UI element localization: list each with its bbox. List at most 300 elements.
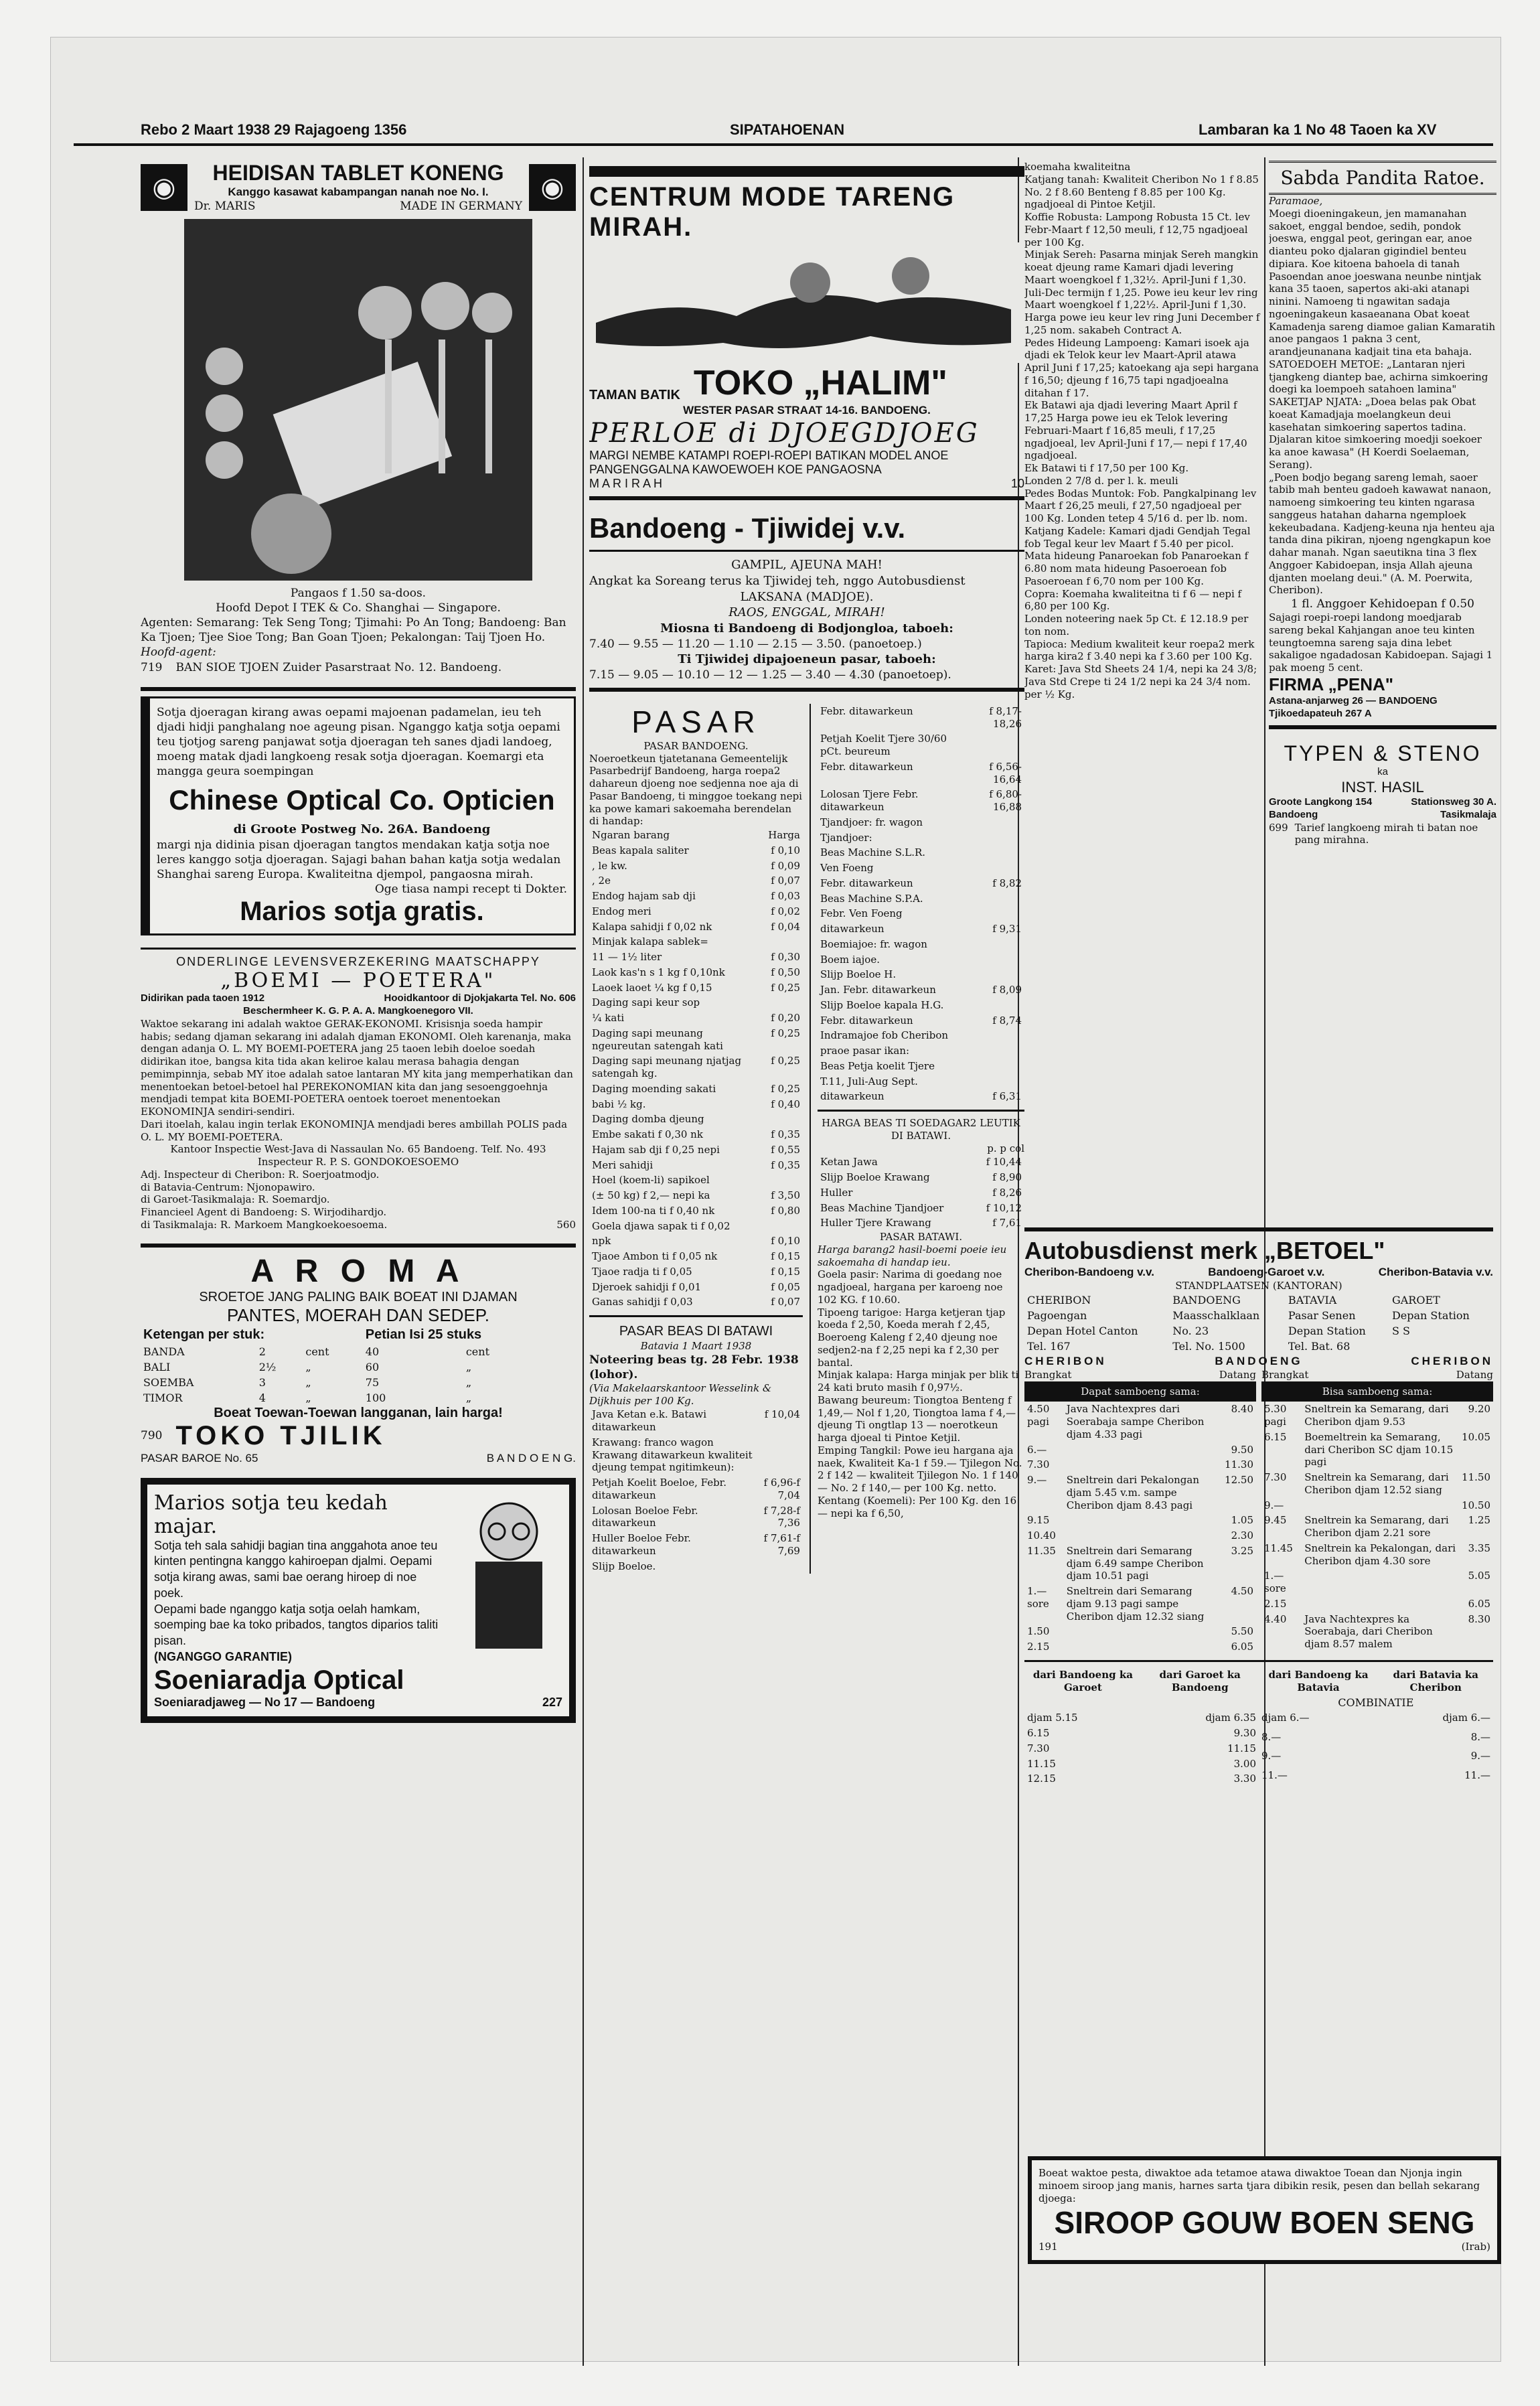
market-batawi: Ek Batawi aja djadi levering Maart April f 17,25 Harga powe ieu ek Telok levering Februari-Maart f 16,85 meuli, f 17,25 ngadjoeal, lev April-Juni f 17,— nepi f 17,40 ngadjoeal. xyxy=(1024,399,1247,462)
table-cell: 2 xyxy=(258,1345,266,1358)
table-row xyxy=(818,787,1024,815)
table-cell: babi ½ kg. xyxy=(592,1098,646,1110)
table-cell: Daging sapi meunang njatjag satengah kg. xyxy=(592,1055,742,1080)
table-cell: 1.— sore xyxy=(1264,1570,1286,1595)
table-row xyxy=(818,1059,1024,1074)
table-cell: Slijp Boeloe H. xyxy=(820,968,897,981)
pasar-tapioca: Tipoeng tarigoe: Harga ketjeran tjap koeda f 2,50, Koeda merah f 2,45, Boeroeng Kaleng f 2,40 djeung noe sedjen2-na f 2,25 nepi ka f 2,30 per bantal. xyxy=(817,1306,1006,1369)
table-cell: f 0,09 xyxy=(771,859,800,872)
divider xyxy=(1024,1227,1493,1231)
table-cell: Petjah Koelit Boeloe, Febr. ditawarkeun xyxy=(592,1477,726,1501)
divider xyxy=(589,166,1024,177)
table-row xyxy=(589,1531,803,1559)
boemi-agent: di Garoet-Tasikmalaja: R. Soemardjo. xyxy=(141,1193,330,1206)
table-cell: 4.50 xyxy=(1231,1585,1253,1598)
table-cell xyxy=(1389,1339,1493,1354)
table-cell: „ xyxy=(465,1360,472,1373)
table-row xyxy=(589,1249,803,1264)
sabda-fl: 1 fl. Anggoer Kehidoepan f 0.50 xyxy=(1291,597,1474,611)
masthead-issue: Lambaran ka 1 No 48 Taoen ka XV xyxy=(1199,121,1437,138)
table-cell: Pasar Senen xyxy=(1288,1308,1356,1322)
table-cell: ditawarkeun xyxy=(820,1090,884,1103)
table-row xyxy=(589,1475,803,1503)
table-cell: cent xyxy=(465,1345,489,1358)
table-cell: 6.— xyxy=(1027,1443,1047,1456)
table-header: dari Garoet ka Bandoeng xyxy=(1159,1668,1241,1694)
sabda-title: Sabda Pandita Ratoe. xyxy=(1269,161,1496,195)
soeniaradja-body2: Oepami bade nganggo katja sotja oelah hamkam, soemping bae ka toko pribados, tangtos diparios taliti pisan. xyxy=(154,1602,439,1648)
table-row xyxy=(818,1185,1024,1201)
table-cell: Beas kapala saliter xyxy=(592,844,689,856)
table-cell: f 10,04 xyxy=(764,1408,800,1421)
table-cell: 5.05 xyxy=(1468,1570,1490,1582)
table-cell xyxy=(1302,1498,1459,1513)
siroop-num: 191 xyxy=(1038,2241,1058,2253)
table-cell xyxy=(970,845,1024,860)
table-cell: 3.25 xyxy=(1231,1544,1253,1557)
table-header: dari Bandoeng ka Garoet xyxy=(1032,1668,1133,1694)
table-cell: f 8,17-18,26 xyxy=(989,704,1022,730)
market-karet: Karet: Java Std Sheets 24 1/4, nepi ka 24 3/8; Java Std Crepe ti 24 1/2 nepi ka 24 3/4 nom. per ½ Kg. xyxy=(1024,663,1257,700)
table-row xyxy=(589,1503,803,1531)
table-row xyxy=(1259,1748,1493,1767)
table-cell: f 3,50 xyxy=(771,1189,800,1202)
table-cell: Sneltrein dari Pekalongan djam 5.45 v.m. sampe Cheribon djam 8.43 pagi xyxy=(1066,1474,1199,1511)
centrum-mode-ad xyxy=(589,166,1024,500)
aroma-shop: TOKO TJILIK xyxy=(175,1420,386,1450)
table-cell: 10.50 xyxy=(1462,1499,1490,1511)
divider xyxy=(1269,725,1496,729)
table-cell: Ganas sahidji f 0,03 xyxy=(592,1296,693,1308)
table-row xyxy=(589,889,803,904)
table-cell: Goela djawa sapak ti f 0,02 xyxy=(592,1219,730,1232)
boemi-patron: Beschermheer K. G. P. A. A. Mangkoenegoro VII. xyxy=(243,1005,473,1017)
table-cell: f 7,61 xyxy=(992,1217,1022,1229)
table-cell: Meri sahidji xyxy=(592,1158,653,1171)
market-panaroekan: Mata hideung Panaroekan fob Panaroekan f 6.80 nom mata hideung Pasoeroean fob Pasoeroean f 6,70 nom per 100 Kg. xyxy=(1024,550,1249,587)
typen-title: TYPEN & STENO xyxy=(1284,741,1482,766)
soeniaradja-guarantee: (NGANGGO GARANTIE) xyxy=(154,1649,292,1663)
table-cell: TIMOR xyxy=(143,1391,183,1404)
harga-beas-title: HARGA BEAS TI SOEDAGAR2 LEUTIK DI BATAWI. xyxy=(822,1117,1020,1142)
table-cell xyxy=(970,815,1024,830)
table-cell: 1.05 xyxy=(1231,1514,1253,1527)
table-row xyxy=(589,1053,803,1081)
pasar-title: PASAR xyxy=(631,704,761,739)
table-cell: 9.— xyxy=(1027,1474,1047,1487)
betoel-stand-table xyxy=(1024,1292,1493,1354)
table-cell: Sneltrein ka Pekalongan, dari Cheribon djam 4.30 sore xyxy=(1304,1542,1456,1567)
table-cell: Endog hajam sab dji xyxy=(592,890,696,903)
sabda-place: Paramaoe, xyxy=(1269,195,1323,207)
table-cell xyxy=(1064,1639,1222,1655)
logo-icon: ◉ xyxy=(141,164,187,211)
table-cell xyxy=(1064,1624,1222,1639)
table-cell: Sneltrein dari Semarang djam 9.13 pagi sampe Cheribon djam 12.32 siang xyxy=(1066,1585,1205,1623)
table-cell: f 0,35 xyxy=(771,1128,800,1141)
table-row xyxy=(1024,1513,1256,1528)
table-cell: Febr. ditawarkeun xyxy=(820,877,913,889)
divider xyxy=(589,550,1024,552)
market-kopra: Copra: Koemaha kwaliteitna ti f 6 — nepi f 6,80 per 100 Kg. xyxy=(1024,587,1242,613)
table-cell: Laoek laoet ¼ kg f 0,15 xyxy=(592,981,712,994)
typen-steno-ad xyxy=(1269,741,1496,846)
table-row xyxy=(1024,1473,1256,1513)
table-row xyxy=(818,1013,1024,1029)
table-row xyxy=(589,843,803,858)
boemi-insp2: Inspecteur R. P. S. GONDOKOESOEMO xyxy=(257,1156,459,1168)
table-row xyxy=(589,919,803,935)
centrum-title: CENTRUM MODE TARENG MIRAH. xyxy=(589,182,955,242)
table-cell: npk xyxy=(592,1235,611,1248)
table-cell: , 2e xyxy=(592,875,611,887)
table-row xyxy=(589,934,803,950)
table-row xyxy=(1024,1639,1256,1655)
table-cell: Daging moending sakati xyxy=(592,1082,716,1095)
table-cell: f 0,20 xyxy=(771,1012,800,1025)
table-cell: f 0,05 xyxy=(771,1280,800,1293)
table-cell: Sneltrein ka Semarang, dari Cheribon djam 2.21 sore xyxy=(1304,1514,1449,1539)
pasar-sub: PASAR BANDOENG. xyxy=(643,739,749,752)
table-row xyxy=(1261,1430,1493,1470)
sabda-pandita-ad xyxy=(1269,161,1496,729)
table-cell: 11.— xyxy=(1261,1769,1288,1781)
table-cell xyxy=(970,998,1024,1013)
boemi-agent: Financieel Agent di Bandoeng: S. Wirjodihardjo. xyxy=(141,1206,387,1218)
divider xyxy=(1024,1660,1493,1662)
table-cell: Daging sapi meunang ngeureutan satengah kati xyxy=(592,1027,723,1052)
betoel-stand: STANDPLAATSEN (KANTORAN) xyxy=(1175,1280,1342,1292)
table-cell: Lolosan Tjere Febr. ditawarkeun xyxy=(820,788,919,814)
table-cell xyxy=(970,1074,1024,1089)
table-row xyxy=(1261,1596,1493,1612)
table-cell: Sneltrein dari Semarang djam 6.49 sampe Cheribon djam 10.51 pagi xyxy=(1066,1544,1204,1582)
column-1 xyxy=(141,161,576,2373)
table-cell: Tjandjoer: xyxy=(820,831,872,844)
table-row xyxy=(141,1390,576,1406)
table-row xyxy=(589,1112,803,1127)
table-cell: 9.30 xyxy=(1233,1727,1256,1740)
sabda-poen: „Poen bodjo begang sareng lemah, saoer tabib mah benteu gadoeh kawawat nanaon, namoeng simkoering teu kinten ngarasa sanggeus hatahan daharna ngemploek kekeubadana. Kadjeng-keuna nja henteu aja tanda dina pikiran, njoeng ngengkapun koe dahar manah. Ngan saeutikna tina 3 flex Anggoer Kabidoepan, insja Allah ajeuna djanten moelang deui." (A. M. Poerwita, Cheribon). xyxy=(1269,471,1495,597)
table-row xyxy=(1024,1402,1256,1442)
table-cell: T.11, Juli-Aug Sept. xyxy=(820,1075,918,1087)
table-cell: 2½ xyxy=(258,1360,277,1373)
table-cell: 3.35 xyxy=(1468,1542,1490,1554)
table-cell: 5.50 xyxy=(1231,1625,1253,1638)
soeniaradja-addr: Soeniaradjaweg — No 17 — Bandoeng xyxy=(154,1695,376,1709)
table-cell: 60 xyxy=(365,1360,380,1373)
table-cell: f 0,50 xyxy=(771,966,800,978)
table-cell: Beas Petja koelit Tjere xyxy=(820,1059,935,1072)
table-row xyxy=(589,1435,803,1475)
boemi-office: Hooidkantoor di Djokjakarta Tel. No. 606 xyxy=(384,992,576,1004)
centrum-addr: WESTER PASAR STRAAT 14-16. BANDOENG. xyxy=(683,404,931,417)
table-row xyxy=(1261,1470,1493,1498)
table-cell: ¼ kati xyxy=(592,1012,625,1025)
table-cell: Endog meri xyxy=(592,905,651,917)
heidisan-num: 719 xyxy=(141,660,163,674)
aroma-th: Ketengan per stuk: xyxy=(143,1327,265,1342)
table-cell: praoe pasar ikan: xyxy=(820,1045,910,1057)
table-cell: Java Ketan e.k. Batawi ditawarkeun xyxy=(592,1408,707,1434)
table-cell: 11.35 xyxy=(1027,1544,1056,1557)
table-row xyxy=(1261,1513,1493,1541)
table-cell: Depan Station xyxy=(1391,1308,1470,1322)
table-cell: 8.30 xyxy=(1468,1612,1490,1625)
table-cell: (± 50 kg) f 2,— nepi ka xyxy=(592,1189,710,1202)
table-cell: Tel. Bat. 68 xyxy=(1288,1339,1351,1353)
heidisan-title: HEIDISAN TABLET KONENG xyxy=(212,161,504,185)
table-row xyxy=(1261,1612,1493,1652)
chinese-addr: di Groote Postweg No. 26A. Bandoeng xyxy=(233,822,491,837)
table-cell: f 8,90 xyxy=(992,1171,1022,1184)
centrum-taman: TAMAN BATIK xyxy=(589,388,680,402)
table-cell: S S xyxy=(1391,1324,1410,1337)
table-row xyxy=(818,860,1024,876)
heidisan-price: Pangaos f 1.50 sa-doos. xyxy=(290,587,427,601)
beas-batawi-date: Batavia 1 Maart 1938 xyxy=(640,1340,752,1353)
table-row xyxy=(818,830,1024,846)
table-cell: 9.— xyxy=(1470,1750,1490,1762)
table-cell: 10.05 xyxy=(1462,1430,1490,1443)
table-cell: 7.30 xyxy=(1027,1458,1050,1471)
betoel-brangkat: Brangkat xyxy=(1024,1368,1072,1381)
table-cell: Indramajoe fob Cheribon xyxy=(820,1029,949,1042)
sabda-body: Moegi dioeningakeun, jen mamanahan sakoet, enggal bendoe, sedih, pondok joeswa, enggal peot, geringan ear, anoe dianteu poko djalaran gigindiel benteu dipiara. Koe kitoena bahoela di tanah Pasoendan anoe joeswana neunbe nintjak kana 35 taoen, sapertos aki-aki atanapi ninini. Namoeng ti ngawitan sadaja ngoeningakeun kasaeanana Obat koeat Kamadenja sareng diamoe galian Kamaratih anoe pangaos 1 pakna 3 cent, arandjeunanana kadjait tina eta bahaja. xyxy=(1269,207,1496,358)
table-cell: Djeroek sahidji f 0,01 xyxy=(592,1280,702,1293)
table-row xyxy=(589,1081,803,1097)
aroma-wanted: Boeat Toewan-Toewan langganan, lain harga! xyxy=(214,1405,503,1420)
table-cell: 9.50 xyxy=(1231,1443,1253,1456)
table-row xyxy=(1024,1741,1259,1756)
table-cell: f 0,80 xyxy=(771,1204,800,1217)
table-cell xyxy=(1064,1442,1222,1458)
aroma-num: 790 xyxy=(141,1428,163,1442)
table-cell xyxy=(1302,1568,1459,1596)
table-cell: , le kw. xyxy=(592,859,627,872)
harga-beas-table xyxy=(818,1154,1024,1231)
betoel-route: Bandoeng-Garoet v.v. xyxy=(1208,1266,1325,1278)
table-cell: Febr. ditawarkeun xyxy=(820,1014,913,1027)
market-bodas: Pedes Bodas Muntok: Fob. Pangkalpinang lev Maart f 26,25 meuli, f 27,50 ngadjoeal per 100 Kg. Londen tetep 4 5/16 d. per lb. nom. xyxy=(1024,487,1257,524)
table-cell: Ketan Jawa xyxy=(820,1156,878,1169)
boemi-body: Waktoe sekarang ini adalah waktoe GERAK-EKONOMI. Krisisnja soeda hampir habis; sedang djaman sekarang ini adalah djaman EKONOMI. Oleh karenanja, maka dengan adanja O. L. MY BOEMI-POETERA jang 25 taoen lebih doeloe soedah didirikan itoe, bangsa kita tida akan keliroe kalau merasa bahagia dengan pemimpinnja, sebab MY itoe adalah satoe lantaran MY kita jang memperhatikan dan menentoekan betoel-betoel hal PEREKONOMIAN kita dan jang sesoenggoehnja mendjadi tempat kita BOEMI-POETERA oentoek toeroet menentoekan EKONOMINJA sendiri-sendiri. xyxy=(141,1017,573,1118)
table-row xyxy=(141,1375,576,1390)
table-cell: f 0,07 xyxy=(771,1296,800,1308)
table-cell: Slijp Boeloe kapala H.G. xyxy=(820,998,944,1011)
table-row xyxy=(589,1264,803,1280)
table-cell xyxy=(970,891,1024,907)
bus-lead: GAMPIL, AJEUNA MAH! xyxy=(731,558,882,573)
table-cell xyxy=(970,731,1024,759)
table-cell: f 6,96-f 7,04 xyxy=(763,1477,800,1501)
market-londen2: Londen noteering naek 5p Ct. £ 12.18.9 per ton nom. xyxy=(1024,613,1249,637)
tjiwidej-bus-ad xyxy=(589,512,1024,692)
table-row xyxy=(589,1407,803,1435)
table-row xyxy=(1024,1457,1256,1473)
table-cell: Harga xyxy=(768,829,800,842)
table-cell: 11 — 1½ liter xyxy=(592,951,662,964)
table-cell: djam 6.— xyxy=(1442,1712,1490,1724)
market-pedes: Pedes Hideung Lampoeng: Kamari isoek aja djadi ek Telok keur lev Maart-April atawa April Juni f 17,25; katoekang aja sepi hargana f 16,50; djeung f 16,75 tapi ngadjoealna ditahan f 17. xyxy=(1024,336,1259,399)
centrum-desc: MARGI NEMBE KATAMPI ROEPI-ROEPI BATIKAN MODEL ANOE PANGENGGALNA KAWOEWOEH KOE PANGAOSNA xyxy=(589,449,949,477)
betoel-datang: Datang xyxy=(1219,1368,1256,1381)
typen-ka: ka xyxy=(1377,766,1388,778)
table-row xyxy=(1024,1544,1256,1584)
table-cell: f 0,40 xyxy=(771,1098,800,1110)
bus-t1: 7.40 — 9.55 — 11.20 — 1.10 — 2.15 — 3.50. (panoetoep.) xyxy=(589,637,922,651)
table-cell: 4.50 pagi xyxy=(1027,1403,1050,1428)
heidisan-hoofd: Hoofd-agent: xyxy=(141,646,216,660)
table-row xyxy=(1024,1710,1259,1726)
table-cell: 4 xyxy=(258,1391,266,1404)
table-cell xyxy=(970,937,1024,952)
betoel-datang: Datang xyxy=(1456,1368,1493,1381)
table-cell: Krawang: franco wagon Krawang ditawarkeun kwaliteit djeung tempat ngitimkeun): xyxy=(592,1436,753,1474)
centrum-mirah: M A R I R A H xyxy=(589,477,663,491)
table-cell: Slijp Boeloe Krawang xyxy=(820,1171,930,1184)
table-cell xyxy=(970,860,1024,876)
table-cell xyxy=(970,830,1024,846)
centrum-perloe: PERLOE di DJOEGDJOEG xyxy=(589,418,980,449)
soeniaradja-ad xyxy=(141,1478,576,1723)
table-cell: SOEMBA xyxy=(143,1375,194,1389)
pasar-intro: Noeroetkeun tjatetanana Gemeentelijk Pasarbedrijf Bandoeng, harga roepa2 dahareun djoeng noe sedjenna noe aja di Pasar Bandoeng, ti minggoe toekang nepi ka powe kamari sakoemaha berendelan di handap: xyxy=(589,752,802,828)
firma-sub: Tjikoedapateuh 267 A xyxy=(1269,707,1372,719)
table-cell: Petjah Koelit Tjere 30/60 pCt. beureum xyxy=(820,733,947,758)
table-cell: 12.50 xyxy=(1225,1474,1253,1487)
pasar-table-continued xyxy=(818,704,1024,1104)
typen-num: 699 xyxy=(1269,821,1288,834)
aroma-th: Petian Isi 25 stuks xyxy=(365,1327,482,1342)
heidisan-hoofd-addr: BAN SIOE TJOEN Zuider Pasarstraat No. 12. Bandoeng. xyxy=(175,660,502,674)
table-row xyxy=(589,980,803,996)
table-cell: Kalapa sahidji f 0,02 nk xyxy=(592,920,712,933)
table-row xyxy=(589,1559,803,1574)
sabda-sajagi: Sajagi roepi-roepi landong moedjarab sareng bekal Kahjangan anoe teu kinten teungtoemna sareng saja dina lebet sakaligoe ngadadosan Kabidoepan. Sajagi 1 pak moeng 5 cent. xyxy=(1269,611,1493,674)
siroop-name: SIROOP GOUW BOEN SENG xyxy=(1054,2205,1475,2241)
table-row xyxy=(818,704,1024,732)
table-cell: f 6,80-16,88 xyxy=(989,788,1022,814)
boemi-title: ONDERLINGE LEVENSVERZEKERING MAATSCHAPPY xyxy=(176,955,540,969)
boemi-poetera-ad xyxy=(141,948,576,1231)
pasar-section xyxy=(589,704,1024,1574)
bus-laksana: LAKSANA (MADJOE). xyxy=(740,589,874,604)
table-row xyxy=(1024,1771,1259,1787)
chinese-body: margi nja didinia pisan djoeragan tangtos mendakan katja sotja noe leres kanggo sotja djoeragan. Sajagi bahan bahan katja sotja wedalan Shanghai sareng Europa. Kwaliteitna djempol, pangaosna mirah. xyxy=(157,838,561,882)
table-cell: f 0,10 xyxy=(771,1235,800,1248)
table-row xyxy=(818,952,1024,968)
table-cell: „ xyxy=(305,1375,311,1389)
table-cell: BALI xyxy=(143,1360,171,1373)
table-cell: 100 xyxy=(365,1391,386,1404)
table-cell: f 7,61-f 7,69 xyxy=(763,1532,800,1557)
table-row xyxy=(818,1170,1024,1185)
table-cell: f 7,28-f 7,36 xyxy=(763,1504,800,1529)
table-cell: BATAVIA xyxy=(1288,1293,1337,1306)
table-cell: Pagoengan xyxy=(1027,1308,1087,1322)
table-row xyxy=(589,1097,803,1112)
pasar-batawi-note: Harga barang2 hasil-boemi poeie ieu sakoemaha di handap ieu. xyxy=(817,1243,1007,1268)
table-cell: f 9,31 xyxy=(992,923,1022,935)
divider xyxy=(141,1244,576,1248)
table-cell xyxy=(970,967,1024,982)
table-cell: f 0,10 xyxy=(771,844,800,856)
soeniaradja-name: Soeniaradja Optical xyxy=(154,1665,404,1695)
table-cell: „ xyxy=(465,1391,472,1404)
table-cell: Embe sakati f 0,30 nk xyxy=(592,1128,703,1141)
boemi-agent: Adj. Inspecteur di Cheribon: R. Soerjoatmodjo. xyxy=(141,1168,380,1181)
table-cell: f 10,12 xyxy=(986,1201,1022,1214)
aroma-city: B A N D O E N G. xyxy=(486,1451,576,1464)
table-row xyxy=(818,1154,1024,1170)
aroma-line1: SROETOE JANG PALING BAIK BOEAT INI DJAMAN xyxy=(199,1289,518,1304)
table-row xyxy=(818,937,1024,952)
heidisan-agents: Agenten: Semarang: Tek Seng Tong; Tjimahi: Po An Tong; Bandoeng: Ban Ka Tjoen; Tjee Sioe Tong; Ban Goan Tjoen; Pekalongan: Taij Tjoen Ho. xyxy=(141,616,566,645)
table-cell: f 0,30 xyxy=(771,951,800,964)
table-cell xyxy=(970,1043,1024,1059)
table-cell: Maasschalklaan xyxy=(1172,1308,1260,1322)
table-cell: Febr. Ven Foeng xyxy=(820,907,903,920)
table-cell: Slijp Boeloe. xyxy=(592,1560,656,1572)
table-row xyxy=(818,1215,1024,1231)
typen-right-city: Tasikmalaja xyxy=(1440,808,1496,820)
table-cell: 6.05 xyxy=(1231,1641,1253,1653)
aroma-price-table xyxy=(141,1326,576,1406)
table-cell: 40 xyxy=(365,1345,380,1358)
bus-r2: Ti Tjiwidej dipajoeneun pasar, taboeh: xyxy=(678,652,936,666)
masthead-date: Rebo 2 Maart 1938 29 Rajagoeng 1356 xyxy=(141,121,407,138)
table-row xyxy=(589,1233,803,1249)
table-cell xyxy=(1064,1528,1222,1544)
betoel-h3: CHERIBON xyxy=(1411,1354,1493,1367)
table-cell xyxy=(1064,1457,1222,1473)
masthead-title: SIPATAHOENAN xyxy=(730,121,845,138)
table-cell: f 0,15 xyxy=(771,1250,800,1263)
table-cell: 10.40 xyxy=(1027,1529,1056,1542)
market-londen: Londen 2 7/8 d. per l. k. meuli xyxy=(1024,474,1178,487)
aroma-ad xyxy=(141,1244,576,1466)
table-cell: 9.15 xyxy=(1027,1514,1050,1527)
boemi-insp: Kantoor Inspectie West-Java di Nassaulan No. 65 Bandoeng. Telf. No. 493 xyxy=(170,1143,546,1156)
chinese-note: Oge tiasa nampi recept ti Dokter. xyxy=(374,883,567,897)
table-cell: f 6,31 xyxy=(992,1090,1022,1103)
portrait-illustration xyxy=(455,1491,562,1652)
table-cell: f 6,56-16,64 xyxy=(989,760,1022,785)
table-cell: Tel. No. 1500 xyxy=(1172,1339,1245,1353)
table-row xyxy=(818,759,1024,787)
table-cell: f 8,82 xyxy=(992,877,1022,889)
table-cell: 9.— xyxy=(1261,1750,1282,1762)
table-cell xyxy=(765,1219,803,1234)
table-cell: f 0,25 xyxy=(771,981,800,994)
table-row xyxy=(818,998,1024,1013)
table-row xyxy=(818,1028,1024,1043)
pasar-emping: Emping Tangkil: Powe ieu hargana aja naek, Kwaliteit Ka-1 f 59.— Tjilegon No. 2 f 142 — kwaliteit Tjilegon No. 1 f 140 — No. 2 f 140,— per 100 Kg. netto. xyxy=(817,1444,1022,1495)
table-cell: djam 6.— xyxy=(1261,1712,1310,1724)
chinese-optical-ad xyxy=(141,696,576,936)
table-row xyxy=(818,1089,1024,1104)
divider xyxy=(589,496,1024,500)
siroop-ad xyxy=(1028,2156,1501,2264)
table-row xyxy=(818,921,1024,937)
betoel-route: Cheribon-Bandoeng v.v. xyxy=(1024,1266,1154,1278)
boemi-name: „BOEMI — POETERA" xyxy=(220,969,496,993)
table-row xyxy=(1261,1498,1493,1513)
table-cell xyxy=(970,1028,1024,1043)
typen-left-addr: Groote Langkong 154 xyxy=(1269,796,1373,808)
table-cell: Tjaoe radja ti f 0,05 xyxy=(592,1265,692,1278)
